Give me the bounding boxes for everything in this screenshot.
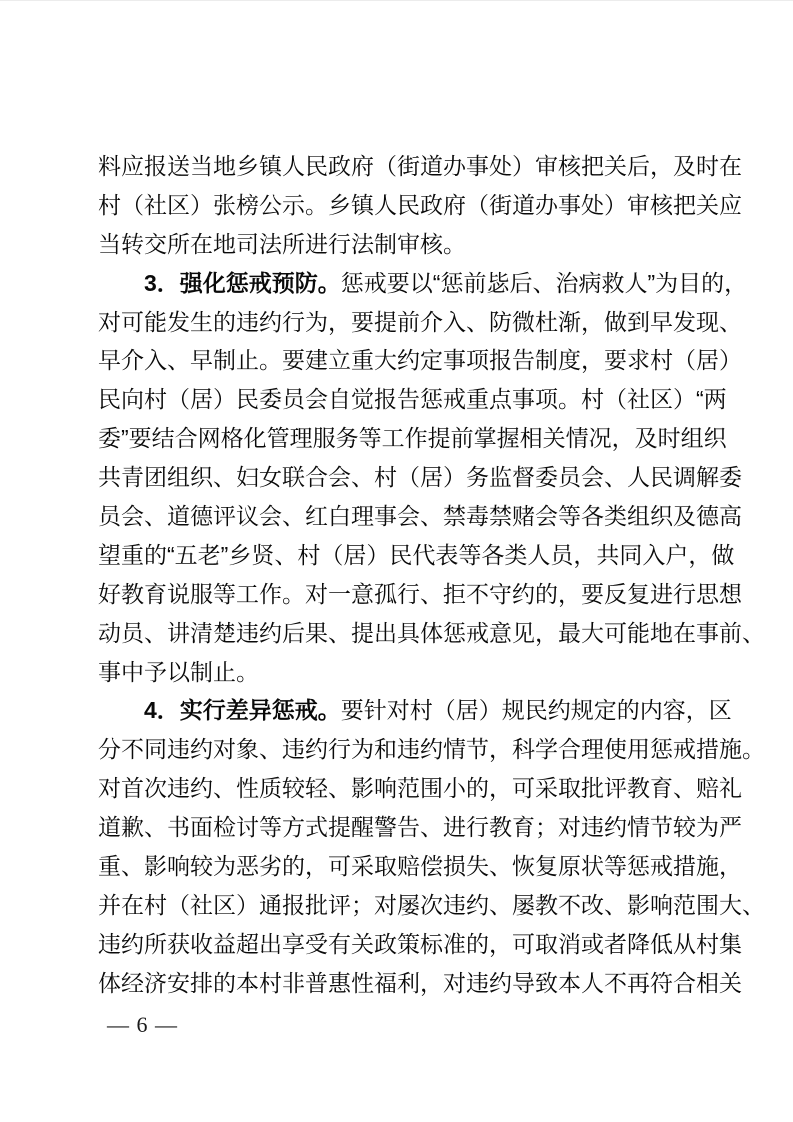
paragraph-text: 望重的“五老”乡贤、村（居）民代表等各类人员，共同入户，做 (98, 541, 735, 568)
text-line (98, 419, 746, 458)
paragraph-text: 事中予以制止。 (98, 658, 259, 685)
text-line (98, 886, 765, 925)
paragraph-text: 共青团组织、妇女联合会、村（居）务监督委员会、人民调解委 (98, 464, 742, 491)
text-line (98, 847, 746, 886)
text-line (98, 575, 746, 614)
page-top-edge (0, 0, 793, 1)
paragraph-text: 对首次违约、性质较轻、影响范围小的，可采取批评教育、赔礼 (98, 775, 742, 802)
text-line (98, 497, 746, 536)
text-line (98, 341, 746, 380)
paragraph-text: 动员、讲清楚违约后果、提出具体惩戒意见，最大可能地在事前、 (98, 619, 765, 646)
paragraph-text: 委”要结合网格化管理服务等工作提前掌握相关情况，及时组织 (98, 425, 727, 452)
text-line (98, 614, 765, 653)
paragraph-text: 体经济安排的本村非普惠性福利，对违约导致本人不再符合相关 (98, 969, 742, 996)
text-line (98, 303, 746, 342)
text-line (98, 769, 746, 808)
body-text (98, 147, 765, 1003)
paragraph-text: 分不同违约对象、违约行为和违约情节，科学合理使用惩戒措施。 (98, 736, 765, 763)
paragraph-heading: 3．强化惩戒预防。 (144, 269, 341, 296)
paragraph-text: 并在村（社区）通报批评；对屡次违约、屡教不改、影响范围大、 (98, 891, 765, 918)
paragraph-text: 违约所获收益超出享受有关政策标准的，可取消或者降低从村集 (98, 930, 742, 957)
paragraph-text: 重、影响较为恶劣的，可采取赔偿损失、恢复原状等惩戒措施， (98, 853, 742, 880)
paragraph-text: 早介入、早制止。要建立重大约定事项报告制度，要求村（居） (98, 347, 742, 374)
paragraph-text: 道歉、书面检讨等方式提醒警告、进行教育；对违约情节较为严 (98, 814, 742, 841)
text-line (98, 964, 746, 1003)
text-line (98, 264, 746, 303)
page-number: — 6 — (107, 1012, 178, 1037)
text-line (98, 925, 746, 964)
paragraph-heading: 4．实行差异惩戒。 (144, 697, 341, 724)
text-line (98, 653, 746, 692)
paragraph-text: 员会、道德评议会、红白理事会、禁毒禁赌会等各类组织及德高 (98, 503, 742, 530)
paragraph-text: 民向村（居）民委员会自觉报告惩戒重点事项。村（社区）“两 (98, 386, 727, 413)
paragraph-text: 当转交所在地司法所进行法制审核。 (98, 230, 466, 257)
paragraph-text: 料应报送当地乡镇人民政府（街道办事处）审核把关后，及时在 (98, 153, 742, 179)
paragraph-text: 惩戒要以“惩前毖后、治病救人”为目的， (340, 269, 748, 296)
text-line (98, 458, 746, 497)
text-line (98, 536, 746, 575)
text-line (98, 808, 746, 847)
paragraph-text: 好教育说服等工作。对一意孤行、拒不守约的，要反复进行思想 (98, 580, 742, 607)
paragraph-text: 对可能发生的违约行为，要提前介入、防微杜渐，做到早发现、 (98, 308, 742, 335)
text-line (98, 225, 746, 264)
text-line (98, 147, 746, 186)
text-line (98, 380, 746, 419)
paragraph-text: 村（社区）张榜公示。乡镇人民政府（街道办事处）审核把关应 (98, 191, 742, 218)
text-line (98, 730, 765, 769)
text-line (98, 691, 746, 730)
text-line (98, 186, 746, 225)
paragraph-text: 要针对村（居）规民约规定的内容，区 (340, 697, 732, 724)
